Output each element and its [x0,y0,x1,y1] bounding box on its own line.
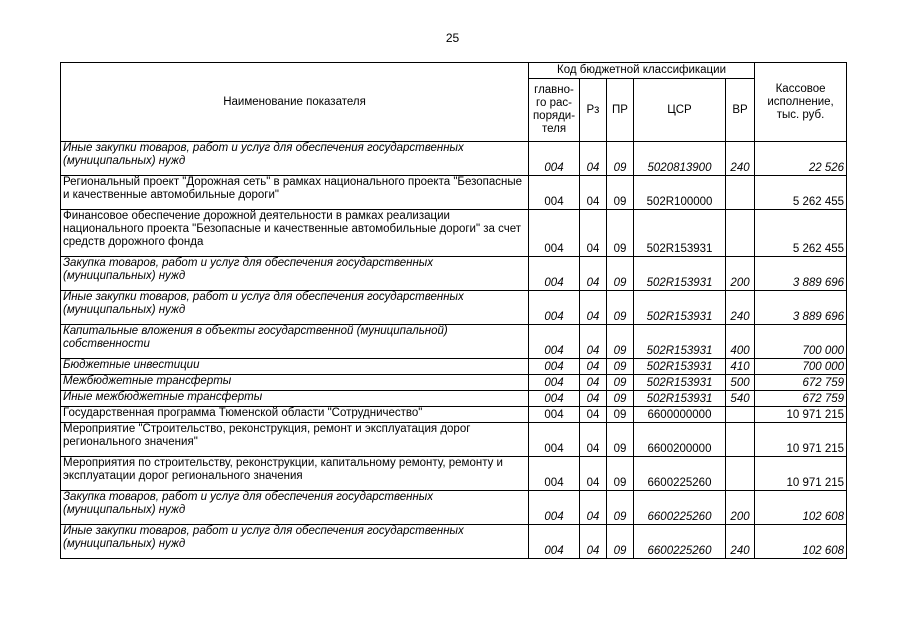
cell-amount: 5 262 455 [755,176,847,210]
cell-amount: 5 262 455 [755,210,847,257]
table-body [61,142,847,559]
cell-rz: 04 [580,423,607,457]
cell-vr [726,176,755,210]
cell-name: Иные закупки товаров, работ и услуг для обеспечения государственных (муниципальных) нужд [61,525,529,559]
cell-rz: 04 [580,325,607,359]
cell-vr: 400 [726,325,755,359]
header-code-group: Код бюджетной классификации [529,63,755,79]
cell-pr: 09 [607,375,634,391]
cell-vr [726,423,755,457]
cell-amount: 700 000 [755,359,847,375]
cell-glava: 004 [529,423,580,457]
cell-csr: 6600200000 [634,423,726,457]
cell-pr: 09 [607,291,634,325]
cell-pr: 09 [607,491,634,525]
cell-csr: 502R153931 [634,257,726,291]
cell-vr: 240 [726,525,755,559]
header-vr: ВР [726,79,755,142]
cell-csr: 6600225260 [634,457,726,491]
cell-rz: 04 [580,391,607,407]
cell-rz: 04 [580,176,607,210]
header-pr: ПР [607,79,634,142]
cell-pr: 09 [607,257,634,291]
cell-pr: 09 [607,359,634,375]
cell-pr: 09 [607,176,634,210]
header-csr: ЦСР [634,79,726,142]
cell-rz: 04 [580,457,607,491]
cell-name: Капитальные вложения в объекты государственной (муниципальной) собственности [61,325,529,359]
header-amount: Кассовое исполнение, тыс. руб. [755,63,847,142]
table-row [61,142,847,176]
cell-pr: 09 [607,142,634,176]
cell-name: Иные закупки товаров, работ и услуг для обеспечения государственных (муниципальных) нужд [61,291,529,325]
cell-amount: 672 759 [755,391,847,407]
cell-glava: 004 [529,391,580,407]
cell-csr: 5020813900 [634,142,726,176]
budget-table [60,62,847,559]
cell-csr: 502R153931 [634,359,726,375]
cell-vr: 540 [726,391,755,407]
table-row [61,375,847,391]
cell-pr: 09 [607,407,634,423]
header-glava: главно-го рас-поряди-теля [529,79,580,142]
cell-pr: 09 [607,325,634,359]
cell-csr: 502R100000 [634,176,726,210]
cell-name: Государственная программа Тюменской области "Сотрудничество" [61,407,529,423]
cell-csr: 502R153931 [634,391,726,407]
cell-rz: 04 [580,375,607,391]
cell-vr [726,407,755,423]
cell-name: Бюджетные инвестиции [61,359,529,375]
cell-amount: 3 889 696 [755,257,847,291]
cell-amount: 10 971 215 [755,423,847,457]
table-row [61,491,847,525]
cell-vr: 200 [726,491,755,525]
cell-pr: 09 [607,391,634,407]
header-rz: Рз [580,79,607,142]
table-row [61,391,847,407]
table-row [61,423,847,457]
header-name: Наименование показателя [61,63,529,142]
cell-glava: 004 [529,525,580,559]
cell-vr: 240 [726,291,755,325]
cell-amount: 10 971 215 [755,407,847,423]
table-row [61,407,847,423]
cell-glava: 004 [529,491,580,525]
cell-rz: 04 [580,359,607,375]
cell-rz: 04 [580,525,607,559]
page-number: 25 [445,31,460,45]
cell-csr: 502R153931 [634,210,726,257]
cell-csr: 502R153931 [634,291,726,325]
cell-amount: 700 000 [755,325,847,359]
cell-csr: 502R153931 [634,325,726,359]
cell-amount: 22 526 [755,142,847,176]
cell-name: Финансовое обеспечение дорожной деятельности в рамках реализации национального проекта "Безопасные и качественные автомобильные дороги" за счет средств дорожного фонда [61,210,529,257]
table-row [61,325,847,359]
cell-amount: 10 971 215 [755,457,847,491]
cell-glava: 004 [529,407,580,423]
cell-amount: 102 608 [755,491,847,525]
table-row [61,457,847,491]
cell-pr: 09 [607,525,634,559]
cell-glava: 004 [529,457,580,491]
table-row [61,210,847,257]
cell-amount: 672 759 [755,375,847,391]
cell-glava: 004 [529,142,580,176]
cell-name: Закупка товаров, работ и услуг для обеспечения государственных (муниципальных) нужд [61,491,529,525]
cell-glava: 004 [529,210,580,257]
cell-name: Региональный проект "Дорожная сеть" в рамках национального проекта "Безопасные и качественные автомобильные дороги" [61,176,529,210]
cell-glava: 004 [529,325,580,359]
cell-vr: 410 [726,359,755,375]
cell-name: Иные межбюджетные трансферты [61,391,529,407]
cell-glava: 004 [529,359,580,375]
cell-vr: 200 [726,257,755,291]
cell-csr: 6600225260 [634,491,726,525]
cell-rz: 04 [580,491,607,525]
cell-name: Иные закупки товаров, работ и услуг для обеспечения государственных (муниципальных) нужд [61,142,529,176]
cell-vr [726,457,755,491]
table-header [61,63,847,142]
cell-vr: 500 [726,375,755,391]
cell-vr [726,210,755,257]
table-row [61,291,847,325]
cell-pr: 09 [607,210,634,257]
cell-rz: 04 [580,291,607,325]
cell-amount: 102 608 [755,525,847,559]
cell-glava: 004 [529,291,580,325]
cell-amount: 3 889 696 [755,291,847,325]
cell-rz: 04 [580,257,607,291]
cell-name: Межбюджетные трансферты [61,375,529,391]
cell-pr: 09 [607,423,634,457]
cell-glava: 004 [529,375,580,391]
cell-rz: 04 [580,407,607,423]
cell-glava: 004 [529,257,580,291]
cell-csr: 6600000000 [634,407,726,423]
cell-name: Мероприятия по строительству, реконструкции, капитальному ремонту, ремонту и эксплуатации дорог регионального значения [61,457,529,491]
cell-vr: 240 [726,142,755,176]
table-row [61,525,847,559]
cell-name: Закупка товаров, работ и услуг для обеспечения государственных (муниципальных) нужд [61,257,529,291]
cell-name: Мероприятие "Строительство, реконструкция, ремонт и эксплуатация дорог регионального значения" [61,423,529,457]
table-row [61,257,847,291]
cell-rz: 04 [580,210,607,257]
table-row [61,359,847,375]
cell-pr: 09 [607,457,634,491]
cell-glava: 004 [529,176,580,210]
table-row [61,176,847,210]
cell-csr: 502R153931 [634,375,726,391]
cell-csr: 6600225260 [634,525,726,559]
cell-rz: 04 [580,142,607,176]
